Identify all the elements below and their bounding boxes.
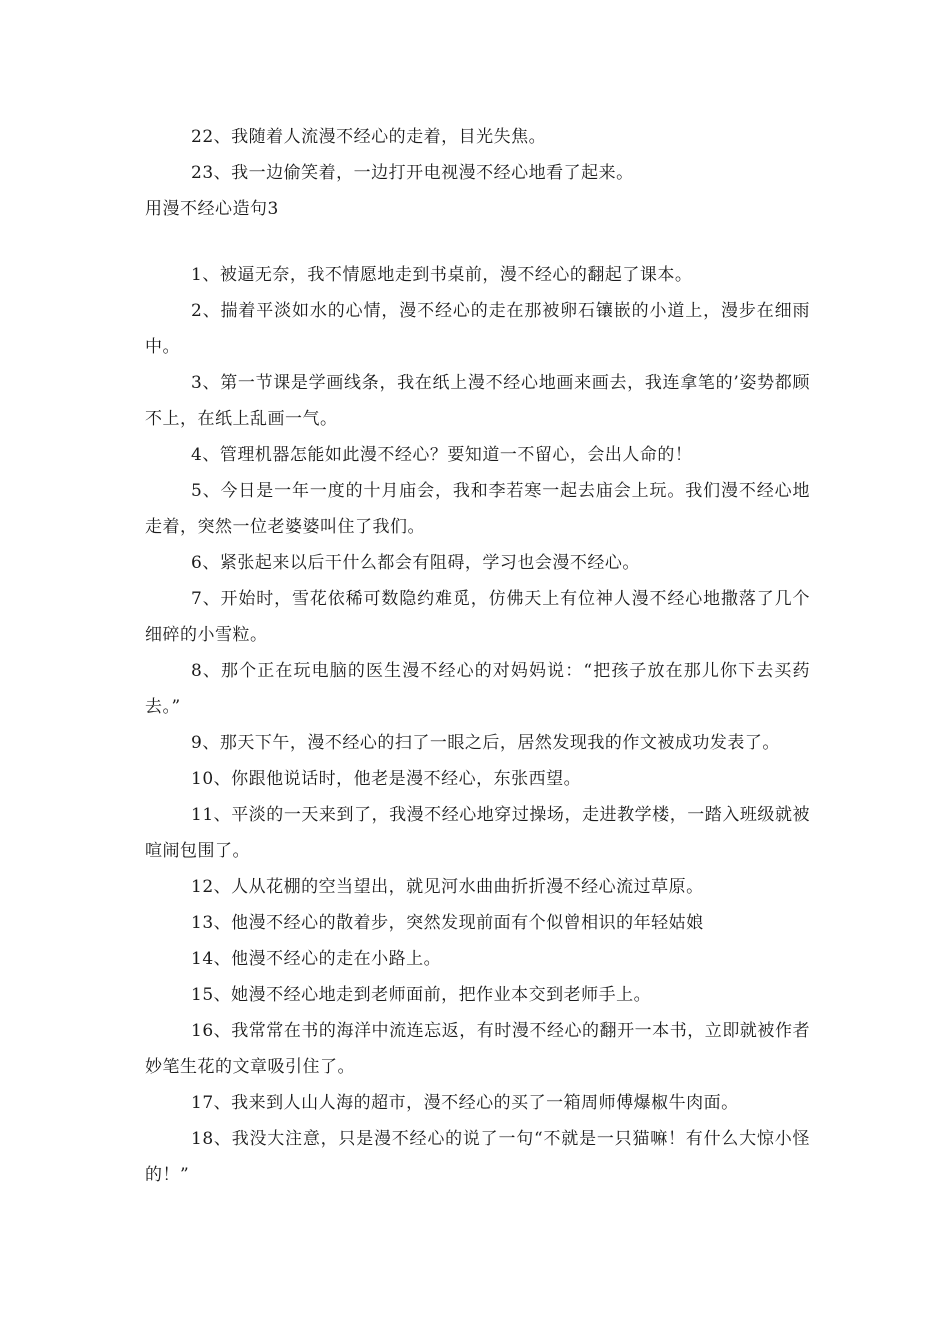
main-paragraphs [145, 257, 810, 1193]
paragraph-item-23: 23、我一边偷笑着，一边打开电视漫不经心地看了起来。 [191, 163, 634, 183]
paragraph-item-4: 4、管理机器怎能如此漫不经心？要知道一不留心，会出人命的！ [191, 445, 693, 465]
paragraph-item-2: 2、揣着平淡如水的心情，漫不经心的走在那被卵石镶嵌的小道上，漫步在细雨中。 [145, 301, 810, 357]
paragraph-item-10: 10、你跟他说话时，他老是漫不经心，东张西望。 [191, 769, 582, 789]
paragraph-item-13: 13、他漫不经心的散着步，突然发现前面有个似曾相识的年轻姑娘 [191, 913, 704, 933]
paragraph-item-15: 15、她漫不经心地走到老师面前，把作业本交到老师手上。 [191, 985, 652, 1005]
paragraph-item-17: 17、我来到人山人海的超市，漫不经心的买了一箱周师傅爆椒牛肉面。 [191, 1093, 739, 1113]
paragraph-item-3: 3、第一节课是学画线条，我在纸上漫不经心地画来画去，我连拿笔的’姿势都顾不上，在纸上乱画一气。 [145, 373, 810, 429]
paragraph-item-7: 7、开始时，雪花依稀可数隐约难觅，仿佛天上有位神人漫不经心地撒落了几个细碎的小雪粒。 [145, 589, 810, 645]
paragraph-item-1: 1、被逼无奈，我不情愿地走到书桌前，漫不经心的翻起了课本。 [191, 265, 693, 285]
top-paragraphs [145, 119, 810, 191]
paragraph-item-14: 14、他漫不经心的走在小路上。 [191, 949, 442, 969]
paragraph-item-9: 9、那天下午，漫不经心的扫了一眼之后，居然发现我的作文被成功发表了。 [191, 733, 780, 753]
paragraph-item-18: 18、我没大注意，只是漫不经心的说了一句“不就是一只猫嘛！有什么大惊小怪的！” [145, 1129, 810, 1185]
paragraph-item-16: 16、我常常在书的海洋中流连忘返，有时漫不经心的翻开一本书，立即就被作者妙笔生花的文章吸引住了。 [145, 1021, 810, 1077]
paragraph-item-8: 8、那个正在玩电脑的医生漫不经心的对妈妈说：“把孩子放在那儿你下去买药去。” [145, 661, 810, 717]
paragraph-item-6: 6、紧张起来以后干什么都会有阻碍，学习也会漫不经心。 [191, 553, 640, 573]
paragraph-item-11: 11、平淡的一天来到了，我漫不经心地穿过操场，走进教学楼，一踏入班级就被喧闹包围了。 [145, 805, 810, 861]
paragraph-item-5: 5、今日是一年一度的十月庙会，我和李若寒一起去庙会上玩。我们漫不经心地走着，突然一位老婆婆叫住了我们。 [145, 481, 810, 537]
paragraph-item-22: 22、我随着人流漫不经心的走着，目光失焦。 [191, 127, 547, 147]
paragraph-item-12: 12、人从花棚的空当望出，就见河水曲曲折折漫不经心流过草原。 [191, 877, 704, 897]
section-heading: 用漫不经心造句3 [145, 199, 279, 219]
